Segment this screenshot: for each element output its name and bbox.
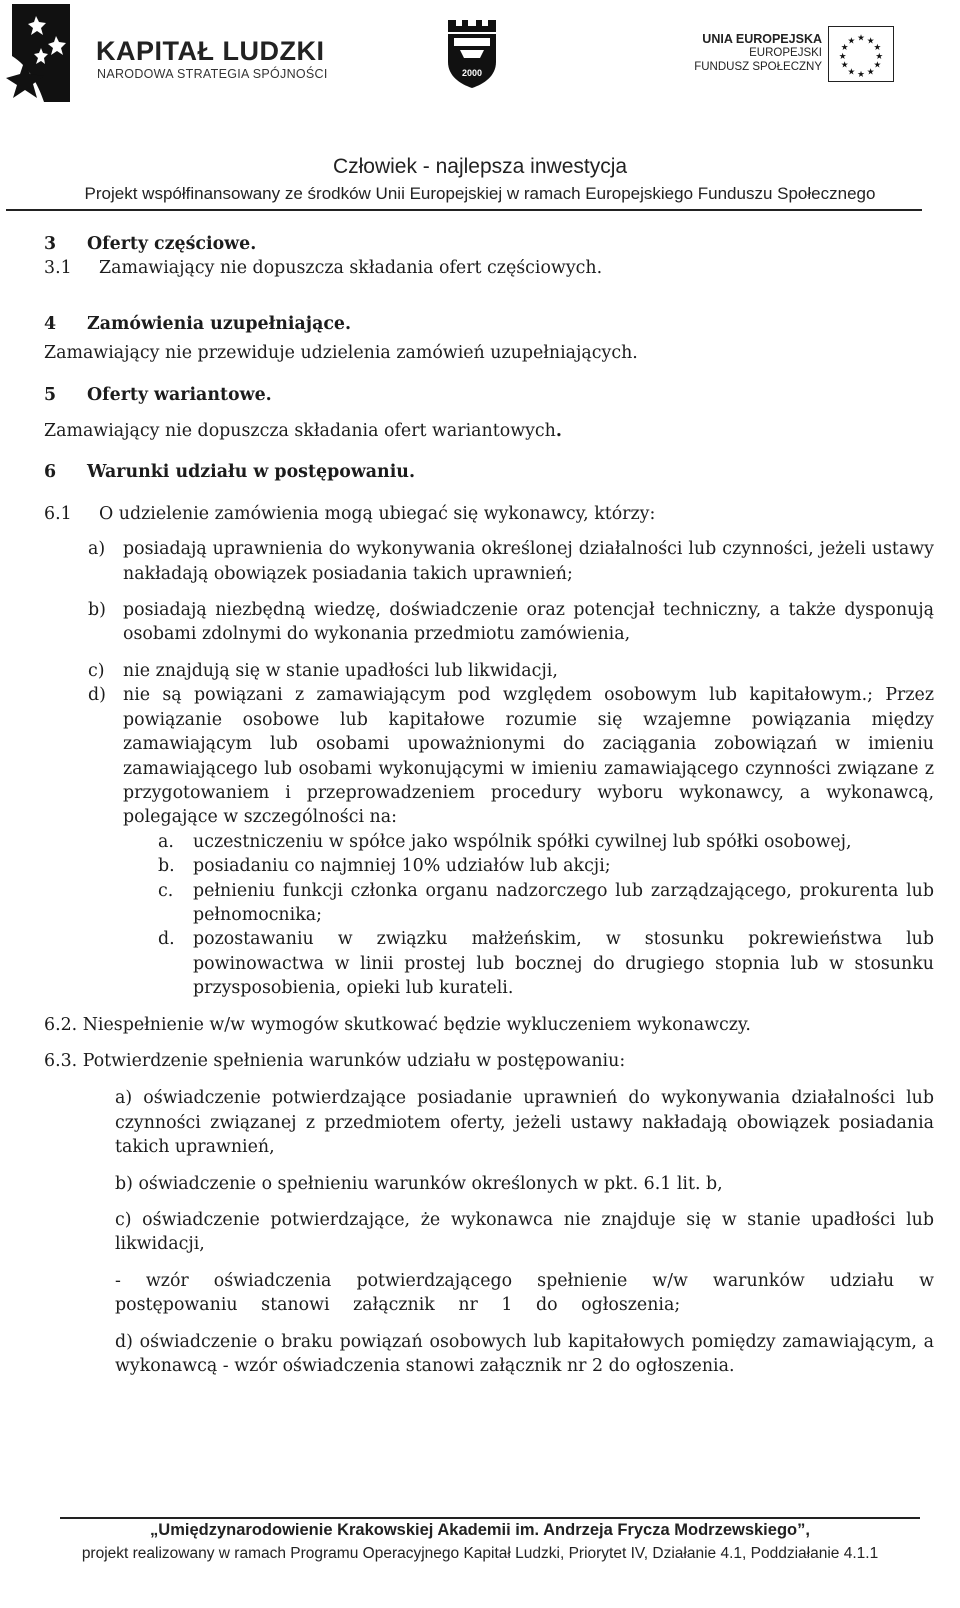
section-4-heading [44, 312, 934, 336]
svg-text:★: ★ [857, 70, 865, 81]
svg-text:★: ★ [873, 60, 882, 71]
list-item [44, 537, 934, 586]
eu-text-block [694, 32, 822, 74]
svg-text:★: ★ [840, 60, 849, 71]
section-6-2 [44, 1013, 934, 1037]
sub-list-item-text: pełnieniu funkcji członka organu nadzorczego lub zarządzającego, prokurenta lub pełnomocnika; [193, 880, 934, 925]
section-5-text-end: . [555, 421, 562, 442]
sub-list-item [44, 854, 934, 878]
section-number: 3.1 [44, 258, 72, 279]
section-5-heading [44, 383, 934, 407]
kapital-ludzki-subtitle: NARODOWA STRATEGIA SPÓJNOŚCI [97, 67, 328, 81]
list-item-label: c) [88, 660, 105, 681]
svg-text:★: ★ [847, 67, 856, 78]
list-item-text: posiadają niezbędną wiedzę, doświadczenie oraz potencjał techniczny, a także dysponują osobami zdolnymi do wykonania przedmiotu zamówienia, [123, 600, 934, 645]
list-item-text: posiadają uprawnienia do wykonywania określonej działalności lub czynności, jeżeli ustawy nakładają obowiązek posiadania takich uprawnień; [123, 539, 934, 584]
section-6-heading [44, 460, 934, 484]
section-text: O udzielenie zamówienia mogą ubiegać się wykonawcy, którzy: [99, 503, 656, 524]
section-4-text: Zamawiający nie przewiduje udzielenia zamówień uzupełniających. [44, 343, 638, 364]
sub-list-item-text: uczestniczeniu w spółce jako wspólnik spółki cywilnej lub spółki osobowej, [193, 831, 852, 852]
section-title: Oferty wariantowe. [87, 384, 272, 405]
section-5-text-body: Zamawiający nie dopuszcza składania ofert wariantowych [44, 421, 556, 442]
page-header [0, 0, 960, 220]
footer-project-title: „Umiędzynarodowienie Krakowskiej Akademii im. Andrzeja Frycza Modrzewskiego”, [150, 1521, 810, 1539]
section-number: 6.3. [44, 1050, 78, 1071]
sub-list-item-label: c. [158, 880, 174, 901]
svg-text:★: ★ [857, 33, 865, 44]
list-item [44, 683, 934, 829]
svg-text:★: ★ [866, 36, 875, 47]
eu-fund-line2: FUNDUSZ SPOŁECZNY [694, 61, 822, 73]
list-item [44, 659, 934, 683]
document-body [44, 232, 934, 1378]
header-divider [6, 209, 922, 211]
sub-list-item-label: b. [158, 856, 175, 877]
list-item-text: nie znajdują się w stanie upadłości lub likwidacji, [123, 660, 558, 681]
section-text: Zamawiający nie dopuszcza składania ofert częściowych. [99, 258, 603, 279]
sub-list-item-text: posiadaniu co najmniej 10% udziałów lub akcji; [193, 856, 611, 877]
paragraph: c) oświadczenie potwierdzające, że wykonawca nie znajduje się w stanie upadłości lub likwidacji, [115, 1210, 934, 1255]
eu-flag-icon [828, 26, 894, 82]
svg-text:★: ★ [847, 36, 856, 47]
footer-program-line: projekt realizowany w ramach Programu Operacyjnego Kapitał Ludzki, Priorytet IV, Działanie 4.1, Poddziałanie 4.1.1 [81, 1545, 879, 1562]
sub-list-item [44, 879, 934, 928]
section-title: Warunki udziału w postępowaniu. [87, 462, 416, 483]
svg-text:★: ★ [873, 43, 882, 54]
sub-list-item [44, 830, 934, 854]
svg-text:★: ★ [840, 43, 849, 54]
kapital-ludzki-logo-icon [4, 4, 72, 116]
sub-list-item [44, 927, 934, 1000]
paragraph: a) oświadczenie potwierdzające posiadanie uprawnień do wykonywania działalności lub czynności związanej z przedmiotem oferty, jeżeli ustawy nakładają obowiązek posiadania takich uprawnień, [115, 1088, 934, 1158]
section-number: 3 [44, 234, 57, 254]
section-text: Niespełnienie w/w wymogów skutkować będzie wykluczeniem wykonawczy. [82, 1014, 751, 1035]
section-6-3 [44, 1049, 934, 1073]
section-3-heading [44, 232, 934, 256]
section-text: Potwierdzenie spełnienia warunków udziału w postępowaniu: [82, 1050, 626, 1071]
header-motto: Człowiek - najlepsza inwestycja [332, 155, 628, 178]
paragraph: - wzór oświadczenia potwierdzającego spełnienie w/w warunków udziału w postępowaniu stanowi załącznik nr 1 do ogłoszenia; [115, 1270, 934, 1316]
section-number: 5 [44, 384, 57, 405]
sub-list-item-label: a. [158, 831, 174, 852]
section-6-1 [44, 502, 934, 526]
svg-text:★: ★ [866, 67, 875, 78]
section-number: 6.1 [44, 503, 72, 524]
svg-text:★: ★ [875, 51, 884, 62]
section-number: 6 [44, 462, 57, 483]
eu-title: UNIA EUROPEJSKA [702, 32, 822, 46]
section-title: Oferty częściowe. [87, 234, 257, 254]
sub-list-item-label: d. [158, 929, 175, 950]
list-item-label: a) [88, 539, 106, 560]
sub-list-item-text: pozostawaniu w związku małżeńskim, w stosunku pokrewieństwa lub powinowactwa w linii prostej lub bocznej do drugiego stopnia lub w stosunku przysposobienia, opieki lub kurateli. [193, 929, 934, 999]
list-item [44, 598, 934, 647]
paragraph: d) oświadczenie o braku powiązań osobowych lub kapitałowych pomiędzy zamawiającym, a wykonawcą - wzór oświadczenia stanowi załącznik nr 2 do ogłoszenia. [115, 1331, 934, 1377]
list-item-text: nie są powiązani z zamawiającym pod względem osobowym lub kapitałowym.; Przez powiązanie osobowe lub kapitałowe rozumie się wzajemne powiązania między zamawiającym lub osobami upoważnionymi do zaciągania zobowiązań w imieniu zamawiającego lub osobami wykonującymi w imieniu zamawiającego czynności związane z przygotowaniem i przeprowadzeniem procedury wyboru wykonawcy, a wykonawcą, polegające w szczególności na: [123, 685, 934, 828]
kapital-ludzki-title: KAPITAŁ LUDZKI [96, 36, 325, 66]
header-project-line: Projekt współfinansowany ze środków Unii Europejskiej w ramach Europejskiego Funduszu Społecznego [84, 184, 876, 203]
paragraph: b) oświadczenie o spełnieniu warunków określonych w pkt. 6.1 lit. b, [115, 1173, 723, 1194]
svg-text:★: ★ [838, 51, 847, 62]
section-number: 4 [44, 313, 57, 334]
footer-divider [60, 1517, 920, 1519]
eu-fund-line1: EUROPEJSKI [749, 47, 822, 59]
list-item-label: d) [88, 685, 106, 706]
list-item-label: b) [88, 600, 106, 621]
section-number: 6.2. [44, 1014, 78, 1035]
section-3-1 [44, 256, 934, 280]
university-crest-icon [444, 18, 500, 88]
section-title: Zamówienia uzupełniające. [87, 313, 352, 334]
section-5-text [44, 419, 934, 443]
crest-year: 2000 [461, 68, 483, 78]
